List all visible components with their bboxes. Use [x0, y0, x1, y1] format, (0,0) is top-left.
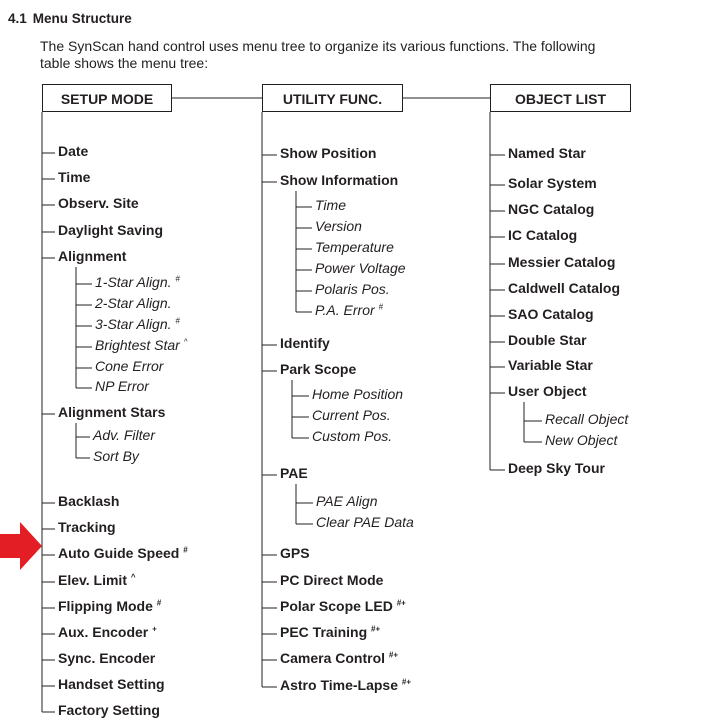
submenu-item: [95, 295, 172, 311]
submenu-item-label: Home Position: [312, 386, 404, 402]
submenu-item: [95, 274, 180, 290]
menu-item-label: GPS: [280, 545, 310, 561]
menu-item-label: Handset Setting: [58, 676, 165, 692]
menu-item-label: IC Catalog: [508, 227, 578, 243]
menu-item: [280, 677, 411, 693]
submenu-item-label: Custom Pos.: [312, 428, 393, 444]
menu-item-label: Sync. Encoder: [58, 650, 156, 666]
menu-item: [280, 335, 330, 351]
submenu-item: [315, 260, 406, 276]
submenu-item-label: P.A. Error: [315, 302, 375, 318]
submenu-item: [95, 378, 149, 394]
submenu-item-label: 2-Star Align.: [95, 295, 172, 311]
menu-item: [508, 306, 594, 322]
footnote-mark: #+: [396, 598, 406, 608]
submenu-item: [93, 448, 139, 464]
submenu-item: [315, 218, 362, 234]
footnote-mark: #: [183, 545, 188, 555]
menu-item-label: Alignment: [58, 248, 127, 264]
menu-item-label: Observ. Site: [58, 195, 139, 211]
menu-item-label: SAO Catalog: [508, 306, 594, 322]
menu-item-label: Show Position: [280, 145, 377, 161]
menu-item-label: NGC Catalog: [508, 201, 595, 217]
menu-item: [508, 254, 615, 270]
column-header-1: SETUP MODE: [42, 84, 172, 112]
submenu-item: [315, 239, 394, 255]
menu-item-label: Show Information: [280, 172, 399, 188]
submenu-item-label: Clear PAE Data: [316, 514, 414, 530]
menu-item: [280, 465, 308, 481]
menu-item: [280, 598, 406, 614]
menu-item-label: Factory Setting: [58, 702, 160, 718]
submenu-item-label: Version: [315, 218, 362, 234]
menu-item: [58, 598, 161, 614]
menu-item: [508, 175, 597, 191]
intro-line-1: The SynScan hand control uses menu tree to organize its various functions. The following: [40, 38, 596, 54]
menu-item-label: Elev. Limit: [58, 572, 127, 588]
section-number: 4.1: [8, 11, 27, 26]
menu-item: [280, 650, 398, 666]
menu-item: [58, 248, 126, 264]
footnote-mark: +: [152, 624, 157, 634]
menu-item: [58, 222, 163, 238]
menu-item-label: Variable Star: [508, 357, 593, 373]
menu-item-highlighted: [58, 545, 188, 561]
menu-item: [58, 519, 116, 535]
menu-item: [58, 169, 90, 185]
menu-item: [280, 624, 380, 640]
menu-item: [58, 676, 165, 692]
menu-item: [508, 383, 587, 399]
menu-item-label: Backlash: [58, 493, 120, 509]
menu-item: [58, 702, 160, 718]
submenu-item-label: Power Voltage: [315, 260, 406, 276]
submenu-item: [545, 411, 628, 427]
footnote-mark: #: [156, 598, 162, 608]
submenu-item: [315, 197, 346, 213]
menu-item: [58, 143, 88, 159]
menu-item: [280, 172, 398, 188]
footnote-mark: ^: [130, 572, 136, 582]
menu-item-label: Caldwell Catalog: [508, 280, 621, 296]
submenu-item-label: Time: [315, 197, 346, 213]
menu-item: [280, 545, 310, 561]
footnote-mark: #: [175, 316, 180, 326]
footnote-mark: #+: [388, 650, 399, 660]
submenu-item: [93, 427, 155, 443]
menu-item-label: PEC Training: [280, 624, 368, 640]
menu-item-label: Time: [58, 169, 91, 185]
menu-item-label: PAE: [280, 465, 308, 481]
submenu-item: [315, 281, 390, 297]
submenu-item: [312, 407, 391, 423]
submenu-item: [315, 302, 383, 318]
submenu-item: [312, 386, 403, 402]
menu-item-label: Park Scope: [280, 361, 357, 377]
menu-item-label: PC Direct Mode: [280, 572, 384, 588]
menu-item-label: Astro Time-Lapse: [280, 677, 398, 693]
column-header-3: OBJECT LIST: [490, 84, 631, 112]
menu-item-label: Double Star: [508, 332, 587, 348]
submenu-item-label: Sort By: [93, 448, 139, 464]
menu-item: [58, 195, 139, 211]
menu-item-label: Solar System: [508, 175, 597, 191]
submenu-item-label: Temperature: [315, 239, 394, 255]
menu-item-label: Daylight Saving: [58, 222, 164, 238]
menu-item: [58, 650, 155, 666]
submenu-item-label: Cone Error: [95, 358, 164, 374]
submenu-item: [316, 514, 414, 530]
menu-item: [280, 145, 376, 161]
submenu-item-label: Polaris Pos.: [315, 281, 390, 297]
footnote-mark: ^: [183, 337, 188, 347]
footnote-mark: #: [175, 274, 180, 284]
menu-item-label: Identify: [280, 335, 330, 351]
footnote-mark: #+: [401, 677, 412, 687]
submenu-item-label: Current Pos.: [312, 407, 391, 423]
menu-item-label: Camera Control: [280, 650, 386, 666]
right-arrow-icon: [0, 522, 44, 570]
menu-item: [508, 332, 587, 348]
menu-item: [280, 361, 356, 377]
menu-item: [58, 624, 157, 640]
menu-item: [58, 572, 136, 588]
submenu-item: [312, 428, 392, 444]
submenu-item-label: NP Error: [95, 378, 149, 394]
menu-item: [280, 572, 383, 588]
menu-item: [508, 227, 577, 243]
submenu-item: [316, 493, 377, 509]
menu-item-label: Tracking: [58, 519, 116, 535]
submenu-item-label: Adv. Filter: [93, 427, 155, 443]
submenu-item-label: New Object: [545, 432, 618, 448]
menu-item: [508, 357, 593, 373]
menu-item-label: User Object: [508, 383, 587, 399]
menu-item-label: Aux. Encoder: [58, 624, 149, 640]
menu-item-label: Alignment Stars: [58, 404, 166, 420]
intro-line-2: table shows the menu tree:: [40, 55, 209, 71]
menu-item-label: Messier Catalog: [508, 254, 616, 270]
submenu-item-label: 3-Star Align.: [95, 316, 172, 332]
footnote-mark: #+: [371, 624, 381, 634]
submenu-item-label: 1-Star Align.: [95, 274, 172, 290]
menu-item-label: Auto Guide Speed: [58, 545, 180, 561]
column-header-2: UTILITY FUNC.: [262, 84, 403, 112]
menu-item-label: Polar Scope LED: [280, 598, 393, 614]
menu-item: [508, 145, 586, 161]
submenu-item-label: Brightest Star: [95, 337, 180, 353]
section-title: Menu Structure: [32, 11, 132, 26]
menu-item-label: Flipping Mode: [58, 598, 153, 614]
submenu-item: [95, 316, 180, 332]
menu-item-label: Named Star: [508, 145, 586, 161]
menu-item: [508, 460, 605, 476]
submenu-item: [545, 432, 617, 448]
footnote-mark: #: [378, 302, 383, 312]
submenu-item-label: Recall Object: [545, 411, 629, 427]
menu-item-label: Deep Sky Tour: [508, 460, 605, 476]
menu-item: [508, 280, 620, 296]
submenu-item: [95, 337, 187, 353]
menu-item-label: Date: [58, 143, 89, 159]
menu-item: [58, 493, 119, 509]
menu-item: [58, 404, 165, 420]
menu-item: [508, 201, 594, 217]
submenu-item-label: PAE Align: [316, 493, 378, 509]
submenu-item: [95, 358, 163, 374]
